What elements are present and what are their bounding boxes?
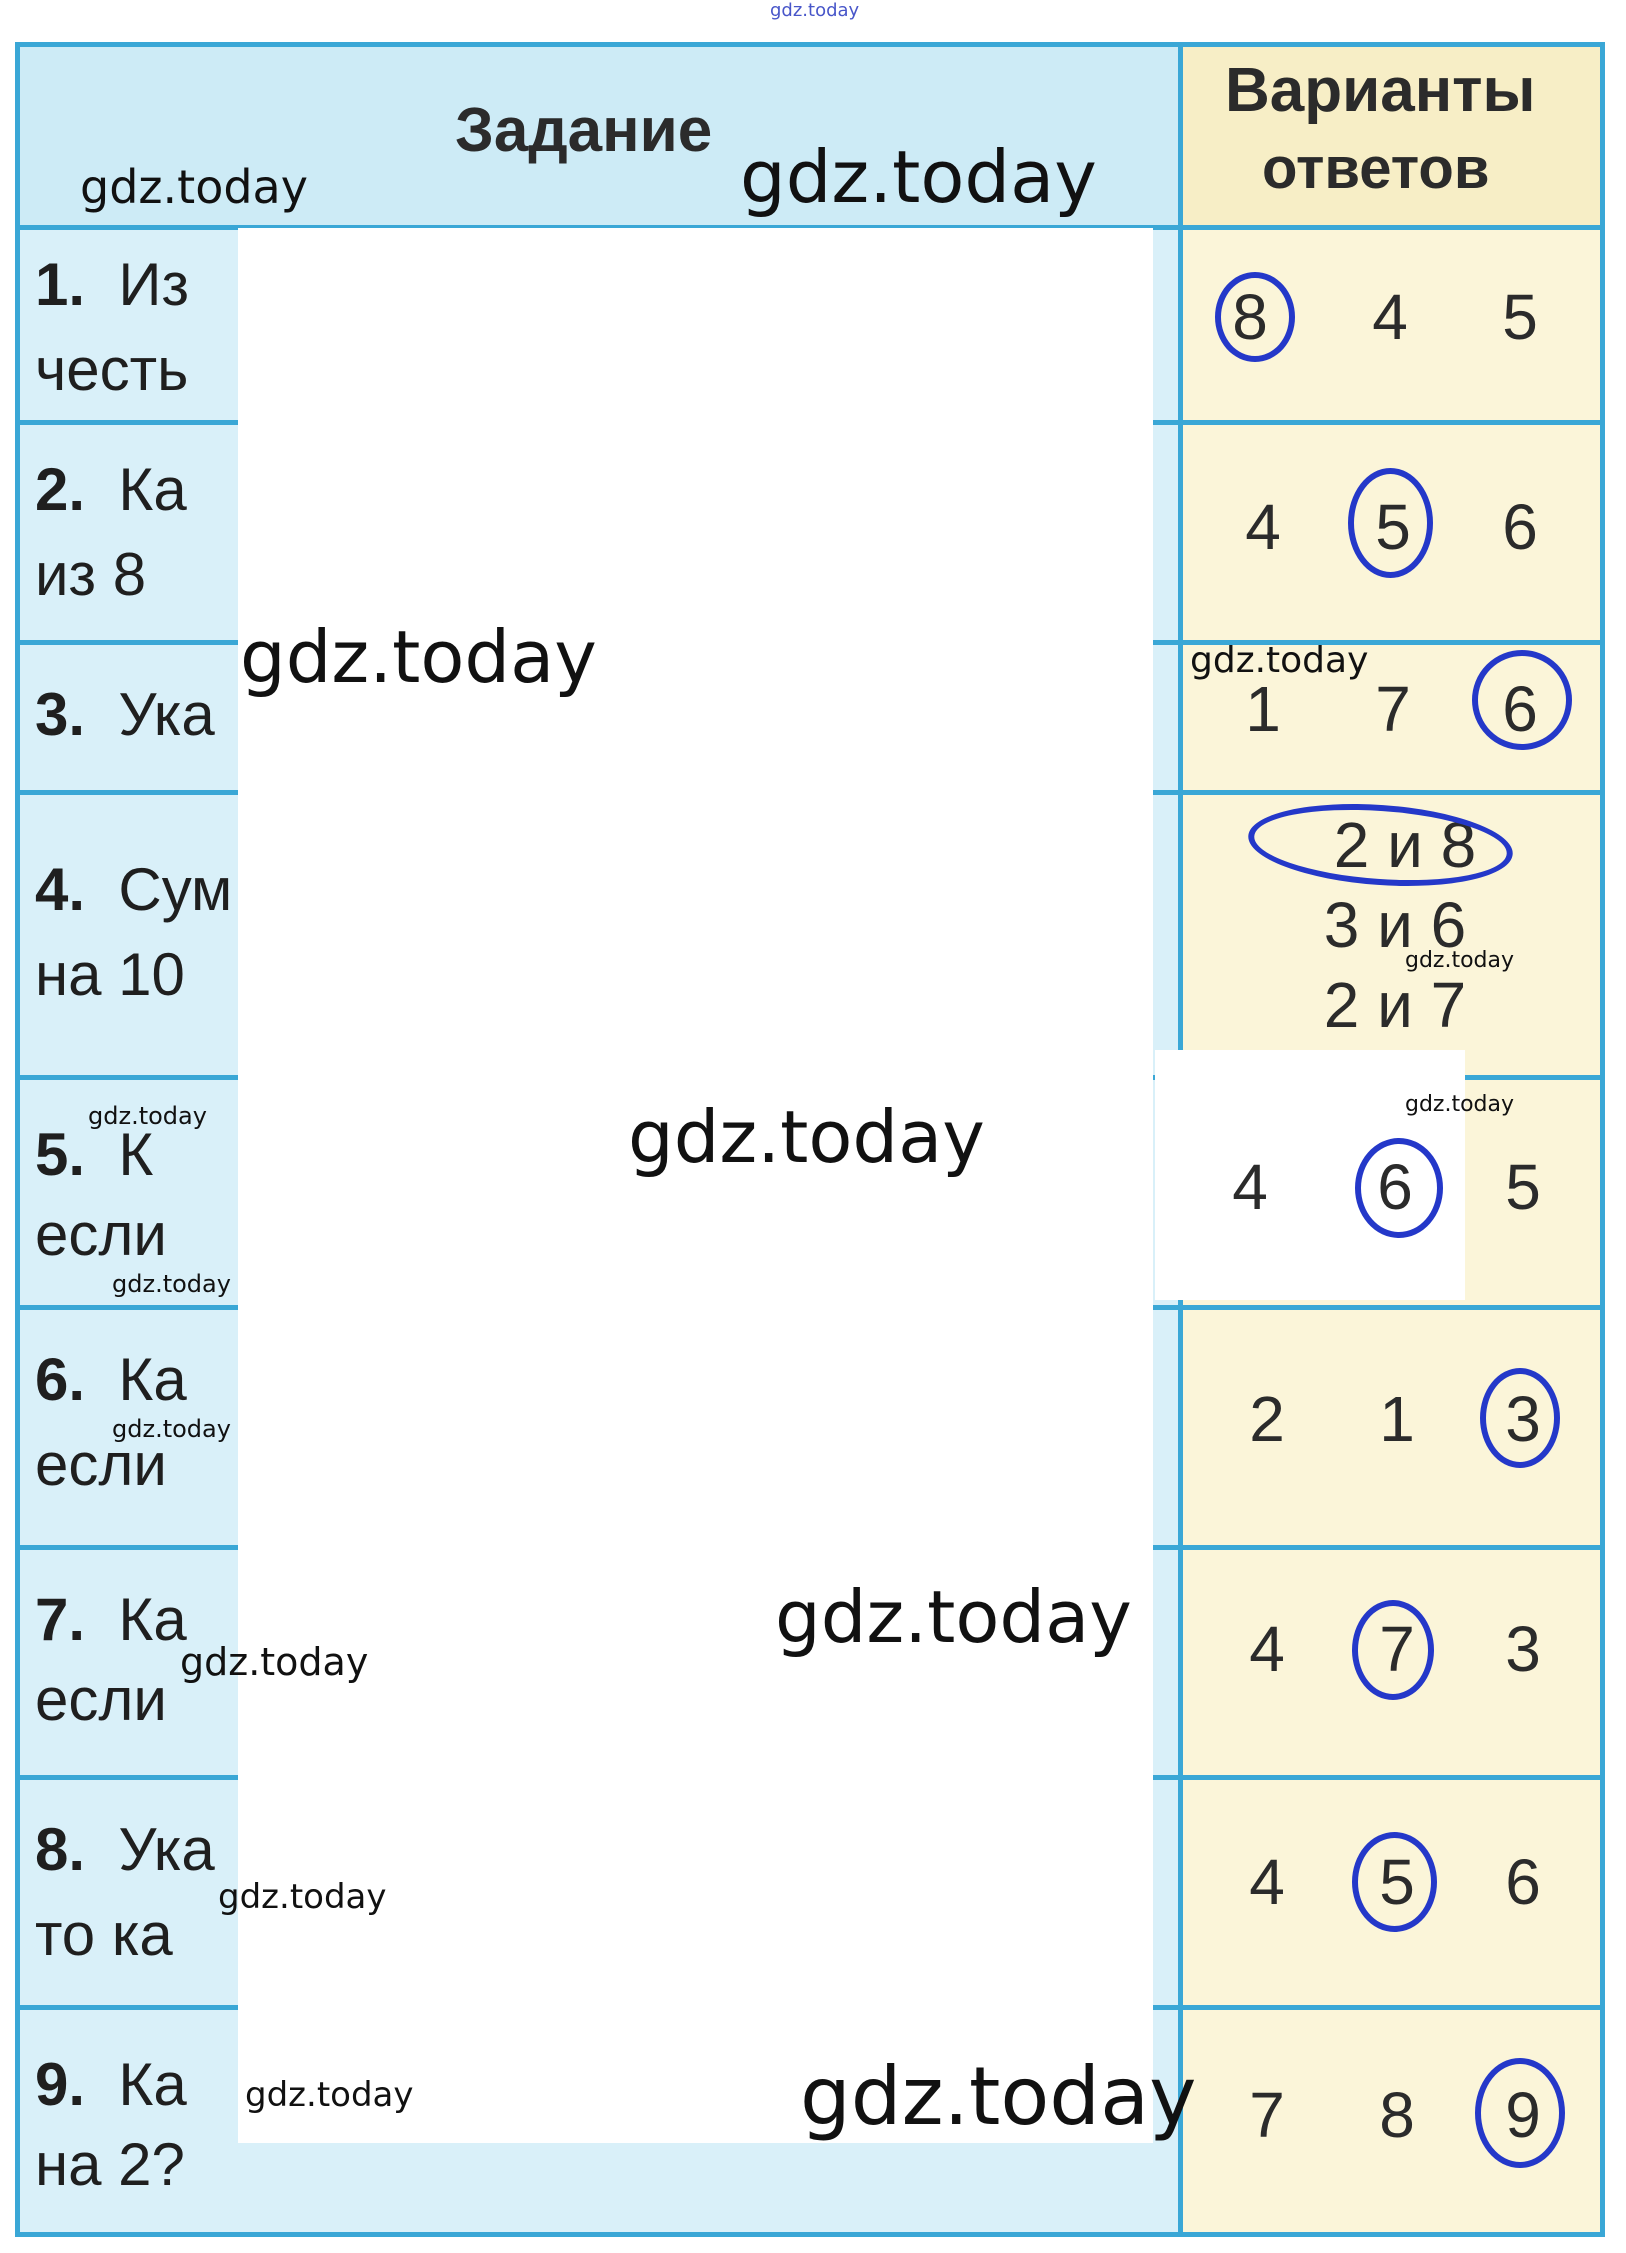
question-7-line1 xyxy=(35,1585,187,1654)
question-number: 1. xyxy=(35,251,86,318)
watermark: gdz.today xyxy=(775,1575,1132,1659)
question-2-line1 xyxy=(35,455,187,524)
q8-option-3[interactable]: 6 xyxy=(1505,1846,1541,1918)
watermark: gdz.today xyxy=(180,1640,369,1684)
watermark: gdz.today xyxy=(88,1102,207,1130)
q7-option-3[interactable]: 3 xyxy=(1505,1613,1541,1685)
q9-option-1[interactable]: 7 xyxy=(1249,2079,1285,2151)
watermark: gdz.today xyxy=(112,1270,231,1298)
question-7-line2: если xyxy=(35,1666,167,1733)
answers-column-title-line2: ответов xyxy=(1262,136,1490,201)
answers-column-title-line1: Варианты xyxy=(1225,56,1536,125)
q3-selection-circle xyxy=(1472,650,1572,750)
q1-selection-circle xyxy=(1215,272,1295,362)
question-5-line2: если xyxy=(35,1201,167,1268)
q4-option-1[interactable]: 2 и 8 xyxy=(1333,809,1477,881)
q6-option-3[interactable]: 3 xyxy=(1505,1383,1541,1455)
q6-selection-circle xyxy=(1480,1368,1560,1468)
watermark: gdz.today xyxy=(628,1095,985,1179)
q1-option-1[interactable]: 8 xyxy=(1232,281,1268,353)
q6-option-2[interactable]: 1 xyxy=(1379,1383,1415,1455)
question-number: 2. xyxy=(35,456,86,523)
redaction-overlay xyxy=(238,228,1153,2143)
question-text: Ка xyxy=(118,456,187,523)
watermark: gdz.today xyxy=(1190,640,1369,681)
question-number: 4. xyxy=(35,856,86,923)
question-1-line2: честь xyxy=(35,336,189,403)
watermark: gdz.today xyxy=(112,1415,231,1443)
question-2-line2: из 8 xyxy=(35,541,147,608)
question-text: Сум xyxy=(118,856,233,923)
q1-option-3[interactable]: 5 xyxy=(1502,281,1538,353)
question-text: Ука xyxy=(118,1816,215,1883)
q8-option-2[interactable]: 5 xyxy=(1379,1846,1415,1918)
question-text: Ука xyxy=(118,681,215,748)
question-text: Ка xyxy=(118,1586,187,1653)
q3-option-1[interactable]: 1 xyxy=(1245,673,1281,745)
q7-option-1[interactable]: 4 xyxy=(1249,1613,1285,1685)
watermark: gdz.today xyxy=(80,160,308,214)
q4-option-2[interactable]: 3 и 6 xyxy=(1323,889,1467,961)
question-9-line1 xyxy=(35,2050,187,2119)
watermark: gdz.today xyxy=(740,135,1097,219)
question-number: 8. xyxy=(35,1816,86,1883)
q8-selection-circle xyxy=(1352,1832,1437,1932)
q7-option-2[interactable]: 7 xyxy=(1379,1613,1415,1685)
question-text: Ка xyxy=(118,1346,187,1413)
q3-option-3[interactable]: 6 xyxy=(1502,673,1538,745)
question-6-line2: если xyxy=(35,1431,167,1498)
watermark: gdz.today xyxy=(1405,948,1515,973)
watermark: gdz.today xyxy=(240,615,597,699)
q8-option-1[interactable]: 4 xyxy=(1249,1846,1285,1918)
q6-option-1[interactable]: 2 xyxy=(1249,1383,1285,1455)
q2-option-2[interactable]: 5 xyxy=(1375,491,1411,563)
question-8-line2: то ка xyxy=(35,1901,173,1968)
q9-option-3[interactable]: 9 xyxy=(1505,2079,1541,2151)
q2-option-1[interactable]: 4 xyxy=(1245,491,1281,563)
question-5-line1 xyxy=(35,1120,153,1189)
question-6-line1 xyxy=(35,1345,187,1414)
q7-selection-circle xyxy=(1352,1600,1434,1700)
q3-option-2[interactable]: 7 xyxy=(1375,673,1411,745)
q4-option-3[interactable]: 2 и 7 xyxy=(1323,969,1467,1041)
q2-option-3[interactable]: 6 xyxy=(1502,491,1538,563)
watermark: gdz.today xyxy=(218,1877,387,1917)
q9-option-2[interactable]: 8 xyxy=(1379,2079,1415,2151)
watermark: gdz.today xyxy=(800,2050,1197,2143)
task-column-title: Задание xyxy=(455,96,713,165)
question-text: К xyxy=(118,1121,154,1188)
question-4-line1 xyxy=(35,855,232,924)
watermark: gdz.today xyxy=(1405,1092,1515,1117)
q5-selection-circle xyxy=(1355,1138,1443,1238)
q2-selection-circle xyxy=(1348,468,1433,578)
question-number: 6. xyxy=(35,1346,86,1413)
question-8-line1 xyxy=(35,1815,215,1884)
question-number: 9. xyxy=(35,2051,86,2118)
question-1-line1 xyxy=(35,250,189,319)
question-number: 7. xyxy=(35,1586,86,1653)
watermark-top: gdz.today xyxy=(770,0,860,21)
q5-option-2[interactable]: 6 xyxy=(1377,1151,1413,1223)
question-3-line1 xyxy=(35,680,215,749)
question-9-line2: на 2? xyxy=(35,2131,185,2198)
q9-selection-circle xyxy=(1475,2058,1565,2168)
watermark: gdz.today xyxy=(245,2075,414,2115)
q5-option-3[interactable]: 5 xyxy=(1505,1151,1541,1223)
q1-option-2[interactable]: 4 xyxy=(1372,281,1408,353)
question-text: Из xyxy=(118,251,190,318)
question-number: 5. xyxy=(35,1121,86,1188)
question-text: Ка xyxy=(118,2051,187,2118)
q5-option-1[interactable]: 4 xyxy=(1232,1151,1268,1223)
question-number: 3. xyxy=(35,681,86,748)
question-4-line2: на 10 xyxy=(35,941,185,1008)
